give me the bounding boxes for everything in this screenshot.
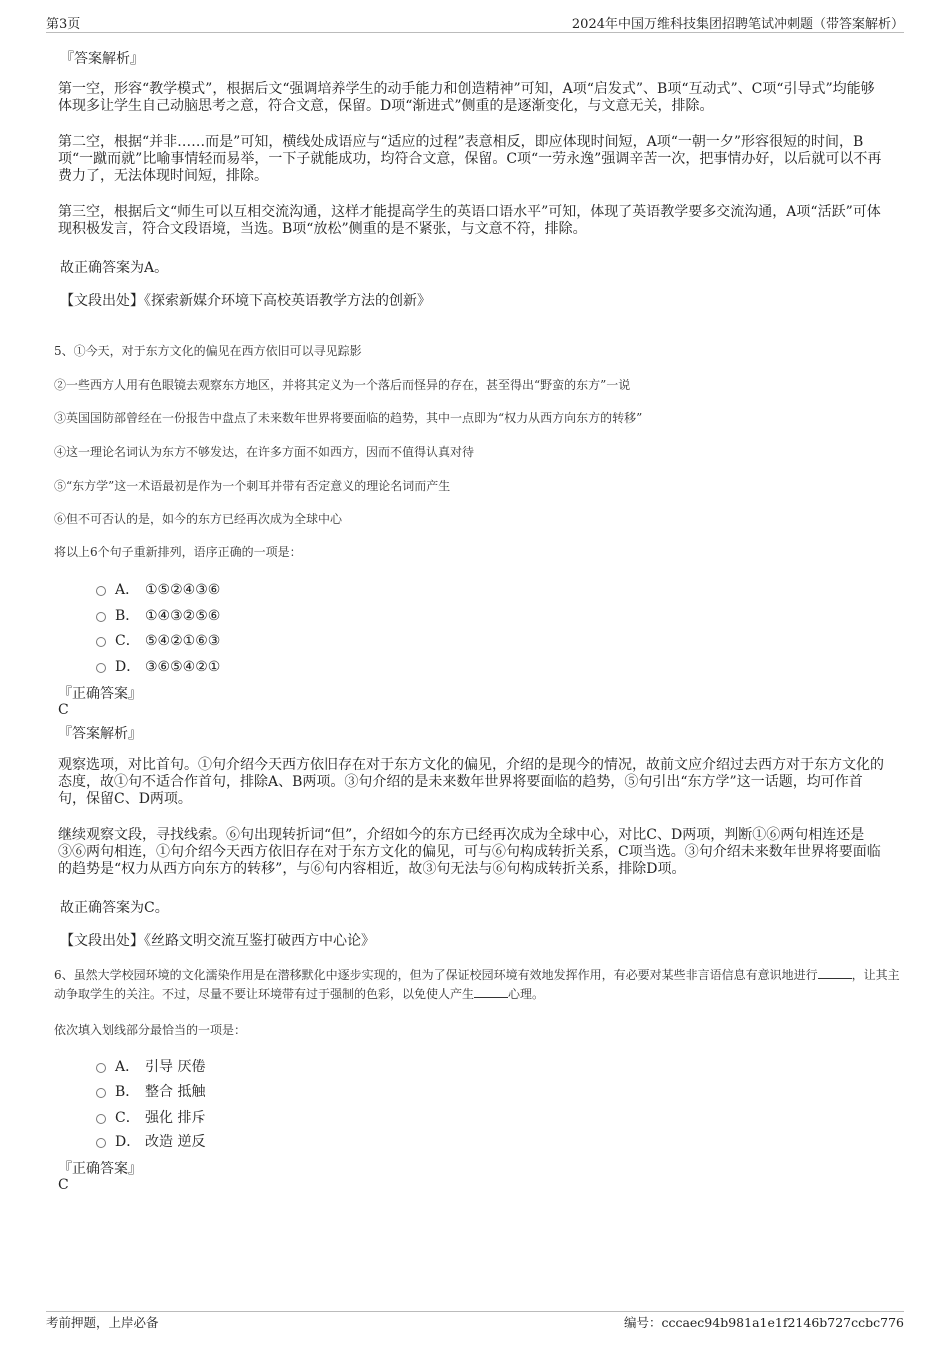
option-text: ①④③②⑤⑥ [145, 608, 221, 624]
option-label: C． [115, 633, 140, 649]
option-label: A． [115, 582, 140, 598]
q5-sentence-3: ③英国国防部曾经在一份报告中盘点了未来数年世界将要面临的趋势，其中一点即为“权力从西方向东方的转移” [54, 411, 643, 425]
option-text: 改造 逆反 [145, 1134, 206, 1150]
radio-icon[interactable] [96, 586, 106, 596]
option-text: ③⑥⑤④②① [145, 659, 221, 675]
footer-slogan: 考前押题，上岸必备 [46, 1315, 159, 1330]
option-text: ①⑤②④③⑥ [145, 582, 221, 598]
q4-source: 【文段出处】《探索新媒介环境下高校英语教学方法的创新》 [60, 293, 431, 309]
q6-option-b[interactable] [96, 1081, 205, 1101]
q6-answer-label: 『正确答案』 [58, 1161, 142, 1177]
radio-icon[interactable] [96, 663, 106, 673]
q6-option-d[interactable] [96, 1131, 205, 1151]
q5-option-a[interactable] [96, 579, 220, 599]
q6-stem-part-3: 心理。 [508, 987, 545, 1001]
q5-prompt: 将以上6个句子重新排列，语序正确的一项是： [54, 545, 302, 559]
q6-prompt: 依次填入划线部分最恰当的一项是： [54, 1023, 247, 1037]
header-divider [46, 32, 904, 33]
option-text: 强化 排斥 [145, 1110, 206, 1126]
fill-blank-2 [474, 985, 508, 998]
q6-option-c[interactable] [96, 1107, 205, 1127]
radio-icon[interactable] [96, 612, 106, 622]
q5-sentence-5: ⑤“东方学”这一术语最初是作为一个刺耳并带有否定意义的理论名词而产生 [54, 479, 451, 493]
q5-analysis-label: 『答案解析』 [58, 726, 142, 742]
q5-sentence-1: 5、①今天，对于东方文化的偏见在西方依旧可以寻见踪影 [54, 344, 362, 358]
q5-option-b[interactable] [96, 605, 220, 625]
q5-answer-label: 『正确答案』 [58, 686, 142, 702]
option-label: B． [115, 1084, 140, 1100]
radio-icon[interactable] [96, 1138, 106, 1148]
radio-icon[interactable] [96, 1114, 106, 1124]
option-label: A． [115, 1059, 140, 1075]
q4-analysis-para-3: 第三空，根据后文“师生可以互相交流沟通，这样才能提高学生的英语口语水平”可知，体现了英语教学要多交流沟通，A项“活跃”可体现积极发言，符合文段语境，当选。B项“放松”侧重的是不紧张，与文意不符，排除。 [58, 204, 881, 237]
q5-sentence-4: ④这一理论名词认为东方不够发达，在许多方面不如西方，因而不值得认真对待 [54, 445, 475, 459]
option-label: D． [115, 1134, 141, 1150]
q5-option-c[interactable] [96, 630, 220, 650]
footer-divider [46, 1311, 904, 1312]
q4-analysis-para-2: 第二空，根据“并非……而是”可知，横线处成语应与“适应的过程”表意相反，即应体现时间短，A项“一朝一夕”形容很短的时间，B项“一蹴而就”比喻事情轻而易举，一下子就能成功，均符合文意，保留。C项“一劳永逸”强调辛苦一次，把事情办好，以后就可以不再费力了，无法体现时间短，排除。 [58, 134, 882, 184]
q5-sentence-2: ②一些西方人用有色眼镜去观察东方地区，并将其定义为一个落后而怪异的存在，甚至得出“野蛮的东方”一说 [54, 378, 631, 392]
document-code: 编号：cccaec94b981a1e1f2146b727ccbc776 [623, 1315, 904, 1330]
q5-analysis-para-2: 继续观察文段，寻找线索。⑥句出现转折词“但”，介绍如今的东方已经再次成为全球中心，对比C、D两项，判断①⑥两句相连还是③⑥两句相连，①句介绍今天西方依旧存在对于东方文化的偏见，可与⑥句构成转折关系，C项当选。③句介绍未来数年世界将要面临的趋势是“权力从西方向东方的转移”，与⑥句内容相近，故③句无法与⑥句构成转折关系，排除D项。 [58, 827, 881, 877]
q5-answer: C [58, 702, 69, 718]
page-number: 第3页 [46, 17, 81, 32]
radio-icon[interactable] [96, 1063, 106, 1073]
option-label: B． [115, 608, 140, 624]
document-title: 2024年中国万维科技集团招聘笔试冲刺题（带答案解析） [571, 17, 904, 32]
q6-stem-part-2: ，让其主动争取学生的关注。不过，尽量不要让环境带有过于强制的色彩，以免使人产生 [54, 968, 900, 1001]
q4-analysis-para-1: 第一空，形容“教学模式”，根据后文“强调培养学生的动手能力和创造精神”可知，A项“启发式”、B项“互动式”、C项“引导式”均能够体现多让学生自己动脑思考之意，符合文意，保留。D项“渐进式”侧重的是逐渐变化，与文意无关，排除。 [58, 81, 875, 114]
q5-analysis-para-1: 观察选项，对比首句。①句介绍今天西方依旧存在对于东方文化的偏见，介绍的是现今的情况，故前文应介绍过去西方对于东方文化的态度，故①句不适合作首句，排除A、B两项。③句介绍的是未来数年世界将要面临的趋势，⑤句引出“东方学”这一话题，均可作首句，保留C、D两项。 [58, 757, 884, 807]
option-label: C． [115, 1110, 140, 1126]
q5-sentence-6: ⑥但不可否认的是，如今的东方已经再次成为全球中心 [54, 512, 343, 526]
q6-stem-part-1: 6、虽然大学校园环境的文化濡染作用是在潜移默化中逐步实现的，但为了保证校园环境有效地发挥作用，有必要对某些非言语信息有意识地进行 [54, 968, 818, 982]
q6-stem [54, 966, 902, 1004]
option-text: 整合 抵触 [145, 1084, 206, 1100]
q6-answer: C [58, 1177, 69, 1193]
q4-analysis-label: 『答案解析』 [60, 51, 144, 67]
option-text: 引导 厌倦 [145, 1059, 206, 1075]
fill-blank-1 [818, 966, 852, 979]
q5-option-d[interactable] [96, 656, 220, 676]
option-label: D． [115, 659, 141, 675]
q5-source: 【文段出处】《丝路文明交流互鉴打破西方中心论》 [60, 933, 375, 949]
radio-icon[interactable] [96, 1088, 106, 1098]
q5-conclusion: 故正确答案为C。 [60, 900, 169, 916]
option-text: ⑤④②①⑥③ [145, 633, 221, 649]
q4-conclusion: 故正确答案为A。 [60, 260, 169, 276]
q6-option-a[interactable] [96, 1056, 205, 1076]
radio-icon[interactable] [96, 637, 106, 647]
